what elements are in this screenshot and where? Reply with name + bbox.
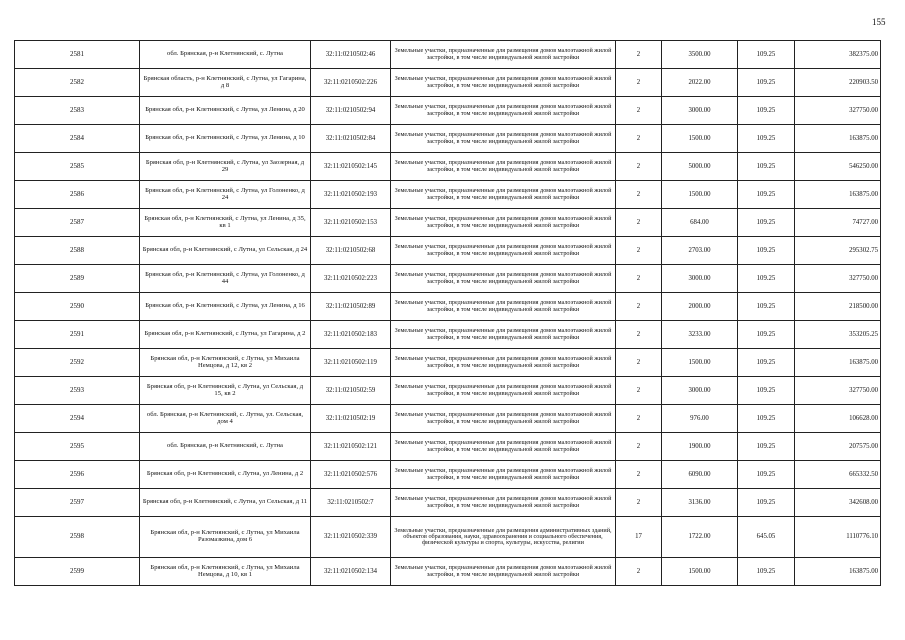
row-number: 2590 — [15, 293, 140, 321]
cadastral-value-cell: 342608.00 — [795, 489, 881, 517]
row-number: 2586 — [15, 181, 140, 209]
cadastral-value-cell: 207575.00 — [795, 433, 881, 461]
row-number: 2591 — [15, 321, 140, 349]
land-use-cell: Земельные участки, предназначенные для размещения домов малоэтажной жилой застройки, в том числе индивидуальной жилой застройки — [391, 209, 616, 237]
cadastral-number-cell: 32:11:0210502:19 — [311, 405, 391, 433]
specific-value-cell: 109.25 — [738, 69, 795, 97]
land-use-cell: Земельные участки, предназначенные для размещения домов малоэтажной жилой застройки, в том числе индивидуальной жилой застройки — [391, 377, 616, 405]
land-use-cell: Земельные участки, предназначенные для размещения домов малоэтажной жилой застройки, в том числе индивидуальной жилой застройки — [391, 69, 616, 97]
area-cell: 3136.00 — [662, 489, 738, 517]
table-row — [15, 433, 881, 461]
table-row — [15, 181, 881, 209]
cadastral-number-cell: 32:11:0210502:46 — [311, 41, 391, 69]
land-use-cell: Земельные участки, предназначенные для размещения домов малоэтажной жилой застройки, в том числе индивидуальной жилой застройки — [391, 461, 616, 489]
address-cell: Брянская обл, р-н Клетнянский, с Лутна, ул Голоненко, д 24 — [140, 181, 311, 209]
table-row — [15, 349, 881, 377]
land-use-cell: Земельные участки, предназначенные для размещения домов малоэтажной жилой застройки, в том числе индивидуальной жилой застройки — [391, 405, 616, 433]
cadastral-number-cell: 32:11:0210502:193 — [311, 181, 391, 209]
category-code-cell: 2 — [616, 489, 662, 517]
cadastral-number-cell: 32:11:0210502:576 — [311, 461, 391, 489]
land-use-cell: Земельные участки, предназначенные для размещения домов малоэтажной жилой застройки, в том числе индивидуальной жилой застройки — [391, 41, 616, 69]
category-code-cell: 2 — [616, 125, 662, 153]
row-number: 2594 — [15, 405, 140, 433]
cadastral-value-cell: 327750.00 — [795, 377, 881, 405]
area-cell: 976.00 — [662, 405, 738, 433]
land-use-cell: Земельные участки, предназначенные для размещения домов малоэтажной жилой застройки, в том числе индивидуальной жилой застройки — [391, 97, 616, 125]
cadastral-value-cell: 218500.00 — [795, 293, 881, 321]
cadastral-number-cell: 32:11:0210502:223 — [311, 265, 391, 293]
area-cell: 1900.00 — [662, 433, 738, 461]
land-use-cell: Земельные участки, предназначенные для размещения домов малоэтажной жилой застройки, в том числе индивидуальной жилой застройки — [391, 558, 616, 586]
table-row — [15, 405, 881, 433]
land-use-cell: Земельные участки, предназначенные для размещения домов малоэтажной жилой застройки, в том числе индивидуальной жилой застройки — [391, 433, 616, 461]
cadastral-value-cell: 163875.00 — [795, 125, 881, 153]
table-row — [15, 69, 881, 97]
row-number: 2595 — [15, 433, 140, 461]
category-code-cell: 2 — [616, 377, 662, 405]
table-row — [15, 321, 881, 349]
row-number: 2592 — [15, 349, 140, 377]
land-use-cell: Земельные участки, предназначенные для размещения домов малоэтажной жилой застройки, в том числе индивидуальной жилой застройки — [391, 321, 616, 349]
row-number: 2581 — [15, 41, 140, 69]
address-cell: Брянская обл, р-н Клетнянский, с Лутна, ул Ленина, д 16 — [140, 293, 311, 321]
cadastral-value-cell: 327750.00 — [795, 265, 881, 293]
table-row — [15, 461, 881, 489]
area-cell: 3000.00 — [662, 97, 738, 125]
row-number: 2597 — [15, 489, 140, 517]
cadastral-number-cell: 32:11:0210502:339 — [311, 517, 391, 558]
cadastral-value-cell: 295302.75 — [795, 237, 881, 265]
specific-value-cell: 109.25 — [738, 489, 795, 517]
cadastral-value-cell: 1110776.10 — [795, 517, 881, 558]
specific-value-cell: 109.25 — [738, 97, 795, 125]
area-cell: 3233.00 — [662, 321, 738, 349]
row-number: 2584 — [15, 125, 140, 153]
category-code-cell: 2 — [616, 405, 662, 433]
cadastral-value-cell: 327750.00 — [795, 97, 881, 125]
row-number: 2583 — [15, 97, 140, 125]
cadastral-number-cell: 32:11:0210502:94 — [311, 97, 391, 125]
category-code-cell: 2 — [616, 181, 662, 209]
category-code-cell: 2 — [616, 237, 662, 265]
row-number: 2588 — [15, 237, 140, 265]
category-code-cell: 2 — [616, 209, 662, 237]
category-code-cell: 2 — [616, 349, 662, 377]
cadastral-value-cell: 546250.00 — [795, 153, 881, 181]
cadastral-number-cell: 32:11:0210502:121 — [311, 433, 391, 461]
area-cell: 3000.00 — [662, 377, 738, 405]
row-number: 2598 — [15, 517, 140, 558]
row-number: 2585 — [15, 153, 140, 181]
cadastral-number-cell: 32:11:0210502:183 — [311, 321, 391, 349]
table-row — [15, 209, 881, 237]
table-body — [15, 41, 881, 586]
area-cell: 2703.00 — [662, 237, 738, 265]
specific-value-cell: 109.25 — [738, 558, 795, 586]
cadastral-value-cell: 382375.00 — [795, 41, 881, 69]
land-use-cell: Земельные участки, предназначенные для размещения домов малоэтажной жилой застройки, в том числе индивидуальной жилой застройки — [391, 125, 616, 153]
cadastral-number-cell: 32:11:0210502:119 — [311, 349, 391, 377]
cadastral-value-cell: 74727.00 — [795, 209, 881, 237]
specific-value-cell: 109.25 — [738, 321, 795, 349]
row-number: 2589 — [15, 265, 140, 293]
cadastral-value-cell: 163875.00 — [795, 558, 881, 586]
specific-value-cell: 645.05 — [738, 517, 795, 558]
cadastral-number-cell: 32:11:0210502:226 — [311, 69, 391, 97]
specific-value-cell: 109.25 — [738, 293, 795, 321]
cadastral-value-cell: 163875.00 — [795, 349, 881, 377]
category-code-cell: 2 — [616, 153, 662, 181]
cadastral-number-cell: 32:11:0210502:7 — [311, 489, 391, 517]
table-row — [15, 489, 881, 517]
area-cell: 1500.00 — [662, 125, 738, 153]
cadastral-number-cell: 32:11:0210502:145 — [311, 153, 391, 181]
area-cell: 3500.00 — [662, 41, 738, 69]
specific-value-cell: 109.25 — [738, 125, 795, 153]
row-number: 2596 — [15, 461, 140, 489]
specific-value-cell: 109.25 — [738, 377, 795, 405]
row-number: 2582 — [15, 69, 140, 97]
address-cell: Брянская обл, р-н Клетнянский, с Лутна, ул Сельская, д 15, кв 2 — [140, 377, 311, 405]
cadastral-value-cell: 106628.00 — [795, 405, 881, 433]
category-code-cell: 2 — [616, 558, 662, 586]
cadastral-number-cell: 32:11:0210502:153 — [311, 209, 391, 237]
row-number: 2593 — [15, 377, 140, 405]
area-cell: 3000.00 — [662, 265, 738, 293]
address-cell: Брянская обл, р-н Клетнянский, с Лутна, ул Ленина, д 20 — [140, 97, 311, 125]
address-cell: Брянская обл, р-н Клетнянский, с Лутна, ул Ленина, д 35, кв 1 — [140, 209, 311, 237]
category-code-cell: 2 — [616, 69, 662, 97]
area-cell: 1500.00 — [662, 181, 738, 209]
area-cell: 1500.00 — [662, 349, 738, 377]
land-use-cell: Земельные участки, предназначенные для размещения административных зданий, объектов образования, науки, здравоохранения и социального обеспечения, физической культуры и спорта, культуры, искусства, религии — [391, 517, 616, 558]
address-cell: обл. Брянская, р-н Клетнянский, с. Лутна — [140, 433, 311, 461]
land-use-cell: Земельные участки, предназначенные для размещения домов малоэтажной жилой застройки, в том числе индивидуальной жилой застройки — [391, 153, 616, 181]
specific-value-cell: 109.25 — [738, 433, 795, 461]
address-cell: Брянская обл, р-н Клетнянский, с Лутна, ул Заозерная, д 29 — [140, 153, 311, 181]
land-use-cell: Земельные участки, предназначенные для размещения домов малоэтажной жилой застройки, в том числе индивидуальной жилой застройки — [391, 181, 616, 209]
table-row — [15, 377, 881, 405]
table-row — [15, 558, 881, 586]
page-number: 155 — [872, 17, 886, 27]
table-row — [15, 265, 881, 293]
specific-value-cell: 109.25 — [738, 181, 795, 209]
specific-value-cell: 109.25 — [738, 209, 795, 237]
table-row — [15, 153, 881, 181]
specific-value-cell: 109.25 — [738, 265, 795, 293]
address-cell: Брянская область, р-н Клетнянский, с Лутна, ул Гагарина, д 8 — [140, 69, 311, 97]
category-code-cell: 2 — [616, 321, 662, 349]
table-row — [15, 517, 881, 558]
area-cell: 6090.00 — [662, 461, 738, 489]
table-row — [15, 293, 881, 321]
category-code-cell: 2 — [616, 461, 662, 489]
address-cell: Брянская обл, р-н Клетнянский, с Лутна, ул Михаила Немцова, д 10, кв 1 — [140, 558, 311, 586]
cadastral-value-cell: 665332.50 — [795, 461, 881, 489]
specific-value-cell: 109.25 — [738, 237, 795, 265]
category-code-cell: 2 — [616, 41, 662, 69]
land-use-cell: Земельные участки, предназначенные для размещения домов малоэтажной жилой застройки, в том числе индивидуальной жилой застройки — [391, 489, 616, 517]
category-code-cell: 2 — [616, 293, 662, 321]
cadastral-number-cell: 32:11:0210502:134 — [311, 558, 391, 586]
area-cell: 1722.00 — [662, 517, 738, 558]
address-cell: обл. Брянская, р-н Клетнянский, с. Лутна, ул. Сельская, дом 4 — [140, 405, 311, 433]
cadastral-number-cell: 32:11:0210502:89 — [311, 293, 391, 321]
address-cell: Брянская обл, р-н Клетнянский, с Лутна, ул Ленина, д 2 — [140, 461, 311, 489]
address-cell: Брянская обл, р-н Клетнянский, с Лутна, ул Гагарина, д 2 — [140, 321, 311, 349]
area-cell: 1500.00 — [662, 558, 738, 586]
specific-value-cell: 109.25 — [738, 461, 795, 489]
address-cell: Брянская обл, р-н Клетнянский, с Лутна, ул Голоненко, д 44 — [140, 265, 311, 293]
area-cell: 5000.00 — [662, 153, 738, 181]
land-plots-table — [14, 40, 881, 586]
table-row — [15, 125, 881, 153]
row-number: 2599 — [15, 558, 140, 586]
specific-value-cell: 109.25 — [738, 405, 795, 433]
specific-value-cell: 109.25 — [738, 349, 795, 377]
cadastral-number-cell: 32:11:0210502:84 — [311, 125, 391, 153]
cadastral-value-cell: 220903.50 — [795, 69, 881, 97]
address-cell: обл. Брянская, р-н Клетнянский, с. Лутна — [140, 41, 311, 69]
address-cell: Брянская обл, р-н Клетнянский, с Лутна, ул Сельская, д 11 — [140, 489, 311, 517]
table-row — [15, 237, 881, 265]
address-cell: Брянская обл, р-н Клетнянский, с Лутна, ул Михаила Разомазкина, дом 6 — [140, 517, 311, 558]
cadastral-value-cell: 163875.00 — [795, 181, 881, 209]
area-cell: 684.00 — [662, 209, 738, 237]
address-cell: Брянская обл, р-н Клетнянский, с Лутна, ул Ленина, д 10 — [140, 125, 311, 153]
land-use-cell: Земельные участки, предназначенные для размещения домов малоэтажной жилой застройки, в том числе индивидуальной жилой застройки — [391, 237, 616, 265]
cadastral-number-cell: 32:11:0210502:59 — [311, 377, 391, 405]
cadastral-value-cell: 353205.25 — [795, 321, 881, 349]
table-row — [15, 97, 881, 125]
land-use-cell: Земельные участки, предназначенные для размещения домов малоэтажной жилой застройки, в том числе индивидуальной жилой застройки — [391, 293, 616, 321]
category-code-cell: 2 — [616, 265, 662, 293]
area-cell: 2000.00 — [662, 293, 738, 321]
cadastral-number-cell: 32:11:0210502:68 — [311, 237, 391, 265]
land-use-cell: Земельные участки, предназначенные для размещения домов малоэтажной жилой застройки, в том числе индивидуальной жилой застройки — [391, 265, 616, 293]
address-cell: Брянская обл, р-н Клетнянский, с Лутна, ул Сельская, д 24 — [140, 237, 311, 265]
category-code-cell: 17 — [616, 517, 662, 558]
specific-value-cell: 109.25 — [738, 41, 795, 69]
land-use-cell: Земельные участки, предназначенные для размещения домов малоэтажной жилой застройки, в том числе индивидуальной жилой застройки — [391, 349, 616, 377]
address-cell: Брянская обл, р-н Клетнянский, с Лутна, ул Михаила Немцова, д 12, кв 2 — [140, 349, 311, 377]
table-row — [15, 41, 881, 69]
category-code-cell: 2 — [616, 433, 662, 461]
specific-value-cell: 109.25 — [738, 153, 795, 181]
category-code-cell: 2 — [616, 97, 662, 125]
row-number: 2587 — [15, 209, 140, 237]
area-cell: 2022.00 — [662, 69, 738, 97]
